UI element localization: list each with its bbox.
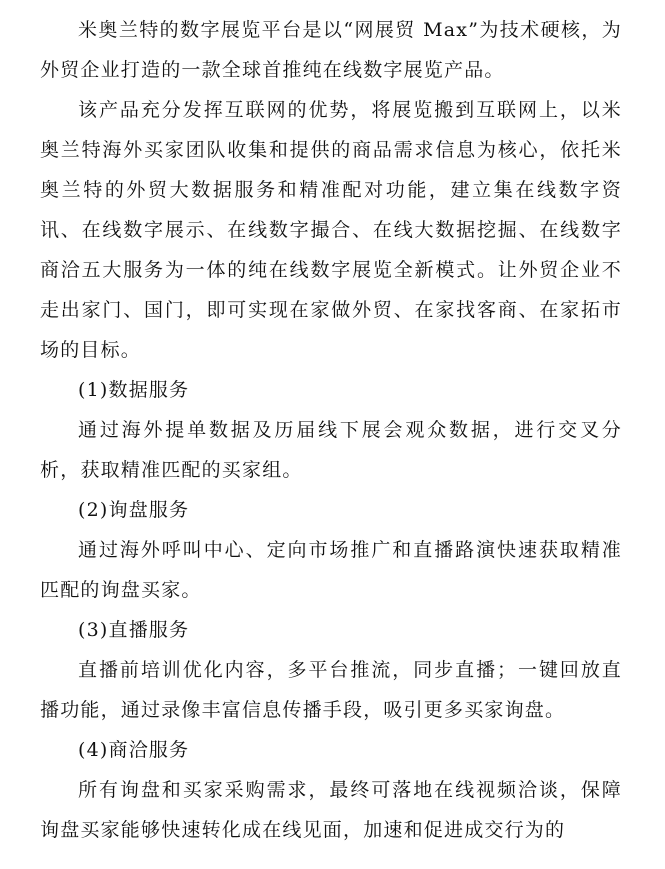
section-heading-negotiation-service: (4)商洽服务 [78,739,190,761]
intro-paragraph: 米奥兰特的数字展览平台是以“网展贸 Max”为技术硬核，为外贸企业打造的一款全球首推纯在线数字展览产品。 [40,19,622,81]
section-heading-inquiry-service: (2)询盘服务 [78,499,190,521]
section-heading-data-service: (1)数据服务 [78,379,190,401]
section-body-livestream-service: 直播前培训优化内容，多平台推流，同步直播；一键回放直播功能，通过录像丰富信息传播手段，吸引更多买家询盘。 [40,659,622,721]
document-page [40,10,622,850]
section-body-negotiation-service: 所有询盘和买家采购需求，最终可落地在线视频洽谈，保障询盘买家能够快速转化成在线见面，加速和促进成交行为的 [40,779,622,841]
section-heading-livestream-service: (3)直播服务 [78,619,190,641]
section-body-inquiry-service: 通过海外呼叫中心、定向市场推广和直播路演快速获取精准匹配的询盘买家。 [40,539,622,601]
product-paragraph: 该产品充分发挥互联网的优势，将展览搬到互联网上，以米奥兰特海外买家团队收集和提供的商品需求信息为核心，依托米奥兰特的外贸大数据服务和精准配对功能，建立集在线数字资讯、在线数字展示、在线数字撮合、在线大数据挖掘、在线数字商洽五大服务为一体的纯在线数字展览全新模式。让外贸企业不走出家门、国门，即可实现在家做外贸、在家找客商、在家拓市场的目标。 [40,99,622,361]
section-body-data-service: 通过海外提单数据及历届线下展会观众数据，进行交叉分析，获取精准匹配的买家组。 [40,419,622,481]
